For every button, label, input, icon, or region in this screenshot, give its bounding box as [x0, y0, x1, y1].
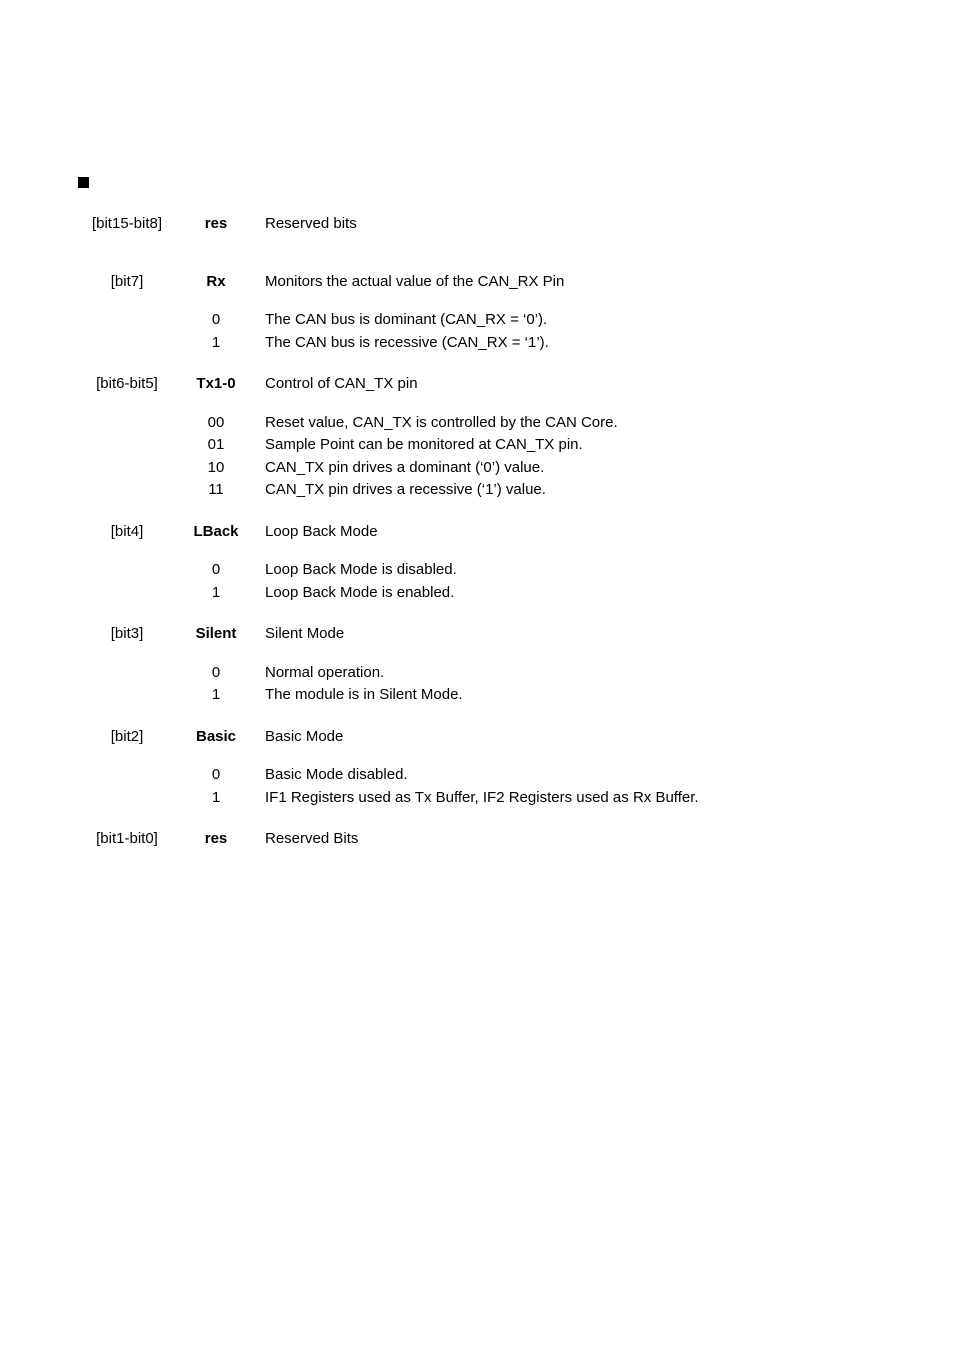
field-name: Tx1-0 — [196, 375, 236, 392]
value-description: Normal operation. — [265, 664, 385, 681]
value-code: 01 — [207, 436, 225, 453]
value-code: 1 — [211, 584, 221, 601]
field-description: Reserved bits — [265, 215, 357, 232]
field-name: res — [204, 215, 228, 232]
field-bits: [bit2] — [110, 728, 144, 745]
field-name: Silent — [195, 625, 237, 642]
field-description: Control of CAN_TX pin — [265, 375, 418, 392]
field-name: LBack — [193, 523, 239, 540]
field-bits: [bit4] — [110, 523, 144, 540]
field-bits: [bit6-bit5] — [96, 375, 158, 392]
value-description: Basic Mode disabled. — [265, 766, 408, 783]
value-code: 1 — [211, 686, 221, 703]
value-description: CAN_TX pin drives a recessive (‘1’) value. — [265, 481, 546, 498]
value-code: 11 — [208, 481, 224, 498]
value-description: The CAN bus is dominant (CAN_RX = ‘0’). — [265, 311, 548, 328]
value-description: CAN_TX pin drives a dominant (‘0’) value. — [265, 459, 545, 476]
field-bits: [bit3] — [110, 625, 144, 642]
value-description: Loop Back Mode is disabled. — [265, 561, 457, 578]
field-description: Silent Mode — [265, 625, 345, 642]
field-description: Loop Back Mode — [265, 523, 378, 540]
value-code: 1 — [211, 334, 221, 351]
value-description: IF1 Registers used as Tx Buffer, IF2 Registers used as Rx Buffer. — [265, 789, 699, 806]
value-code: 0 — [211, 311, 221, 328]
value-description: The CAN bus is recessive (CAN_RX = ‘1’). — [265, 334, 549, 351]
value-code: 0 — [211, 766, 221, 783]
value-code: 0 — [211, 664, 221, 681]
value-description: The module is in Silent Mode. — [265, 686, 463, 703]
value-description: Sample Point can be monitored at CAN_TX pin. — [265, 436, 583, 453]
field-bits: [bit7] — [110, 273, 144, 290]
value-description: Loop Back Mode is enabled. — [265, 584, 455, 601]
field-bits: [bit15-bit8] — [91, 215, 163, 232]
value-code: 00 — [207, 414, 225, 431]
field-bits: [bit1-bit0] — [96, 830, 158, 847]
field-name: Basic — [195, 728, 237, 745]
value-code: 10 — [207, 459, 225, 476]
value-code: 1 — [211, 789, 221, 806]
field-description: Reserved Bits — [265, 830, 359, 847]
field-description: Basic Mode — [265, 728, 344, 745]
field-name: res — [204, 830, 228, 847]
field-description: Monitors the actual value of the CAN_RX Pin — [265, 273, 565, 290]
value-description: Reset value, CAN_TX is controlled by the CAN Core. — [265, 414, 618, 431]
section-bullet-icon — [78, 177, 89, 188]
field-name: Rx — [206, 273, 226, 290]
value-code: 0 — [211, 561, 221, 578]
